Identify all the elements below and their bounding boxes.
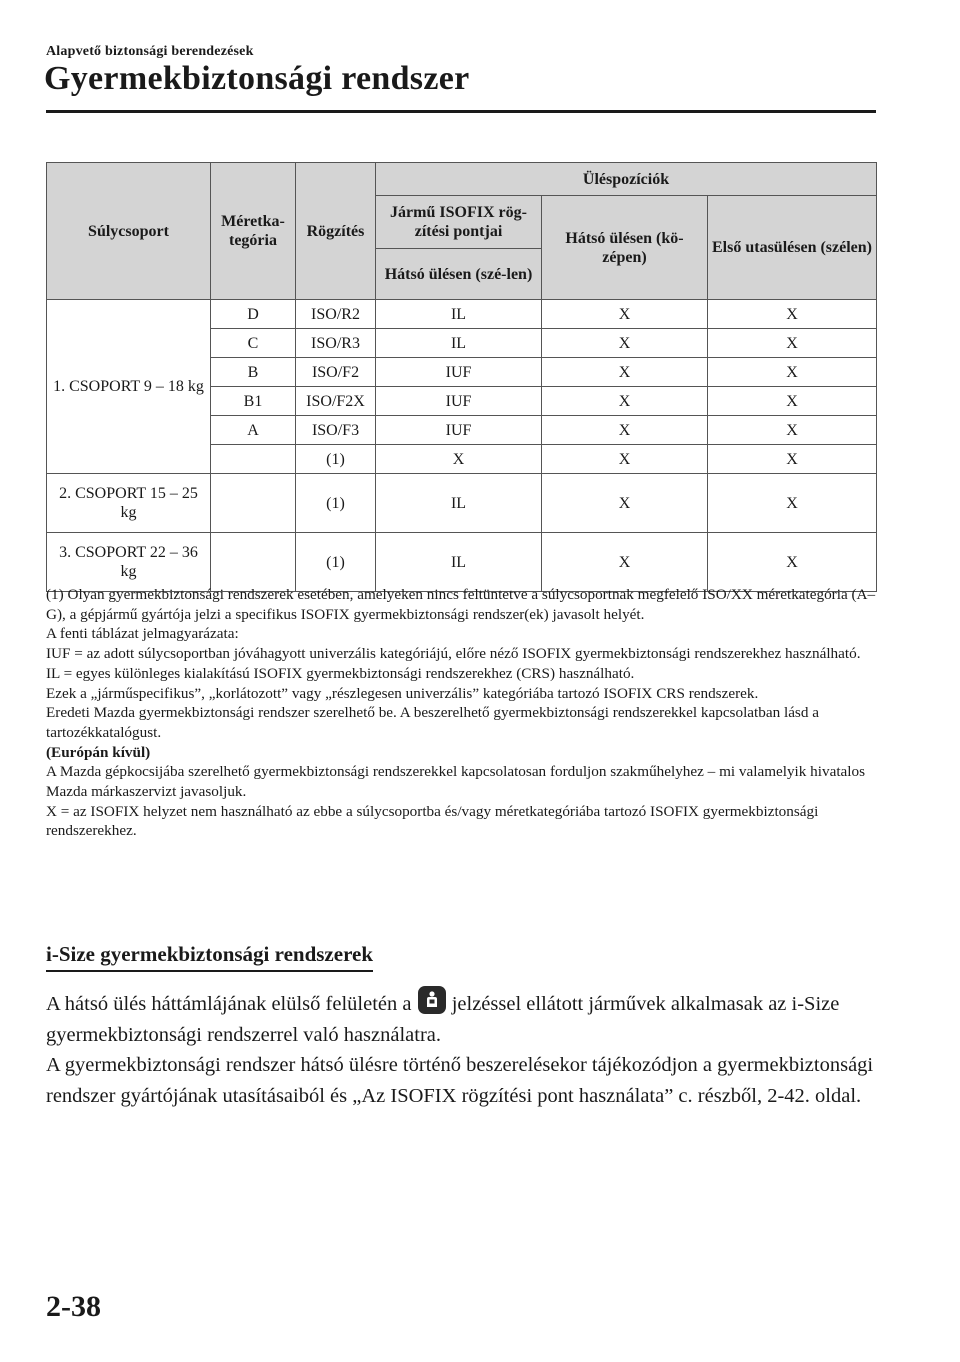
size-cell: B bbox=[211, 358, 296, 387]
size-cell bbox=[211, 445, 296, 474]
rear-outer-cell: X bbox=[376, 445, 542, 474]
header-front-outer: Első utasülésen (szélen) bbox=[708, 196, 877, 300]
rear-center-cell: X bbox=[542, 329, 708, 358]
page-title: Gyermekbiztonsági rendszer bbox=[44, 60, 470, 97]
isofix-compatibility-table bbox=[46, 162, 877, 592]
title-rule bbox=[46, 110, 876, 113]
header-rear-outer: Hátsó ülésen (szé-len) bbox=[376, 249, 542, 300]
rear-outer-cell: IL bbox=[376, 329, 542, 358]
header-rear-center: Hátsó ülésen (kö-zépen) bbox=[542, 196, 708, 300]
table-row bbox=[47, 533, 877, 592]
note-iuf: IUF = az adott súlycsoportban jóváhagyott univerzális kategóriájú, előre néző ISOFIX gyermekbiztonsági rendszerekhez használható. bbox=[46, 645, 861, 663]
note-1: (1) Olyan gyermekbiztonsági rendszerek esetében, amelyeken nincs feltüntetve a súlycsoportnak megfelelő ISO/XX méretkategória (A–G), a gépjármű gyártója jelzi a specifikus ISOFIX gyermekbiztonsági rendszer(ek) javasolt helyét. bbox=[46, 586, 876, 623]
size-cell: A bbox=[211, 416, 296, 445]
section-label: Alapvető biztonsági berendezések bbox=[46, 44, 254, 59]
front-cell: X bbox=[708, 329, 877, 358]
table-row bbox=[47, 474, 877, 533]
rear-center-cell: X bbox=[542, 300, 708, 329]
note-outside-europe: (Európán kívül) bbox=[46, 743, 151, 761]
size-cell bbox=[211, 533, 296, 592]
rear-center-cell: X bbox=[542, 358, 708, 387]
rear-center-cell: X bbox=[542, 387, 708, 416]
isize-paragraph-1 bbox=[46, 986, 886, 1050]
front-cell: X bbox=[708, 445, 877, 474]
isize-heading: i-Size gyermekbiztonsági rendszerek bbox=[46, 942, 373, 972]
rear-outer-cell: IUF bbox=[376, 387, 542, 416]
front-cell: X bbox=[708, 358, 877, 387]
note-il: IL = egyes különleges kialakítású ISOFIX gyermekbiztonsági rendszerekhez (CRS) használható. bbox=[46, 664, 635, 682]
fixture-cell: ISO/F2 bbox=[296, 358, 376, 387]
front-cell: X bbox=[708, 387, 877, 416]
rear-outer-cell: IUF bbox=[376, 416, 542, 445]
size-cell bbox=[211, 474, 296, 533]
note-x: X = az ISOFIX helyzet nem használható az ebbe a súlycsoportba és/vagy méretkategóriába tartozó ISOFIX gyermekbiztonsági rendszerekhez. bbox=[46, 802, 819, 840]
i-size-seat-icon bbox=[418, 986, 446, 1014]
fixture-cell: (1) bbox=[296, 474, 376, 533]
front-cell: X bbox=[708, 533, 877, 592]
fixture-cell: (1) bbox=[296, 445, 376, 474]
header-seat-positions: Üléspozíciók bbox=[376, 163, 877, 196]
table-notes bbox=[46, 585, 876, 841]
front-cell: X bbox=[708, 300, 877, 329]
page-number: 2-38 bbox=[46, 1290, 101, 1323]
header-weight-group: Súlycsoport bbox=[47, 163, 211, 300]
front-cell: X bbox=[708, 416, 877, 445]
group-1-label: 1. CSOPORT 9 – 18 kg bbox=[47, 300, 211, 474]
group-2-label: 2. CSOPORT 15 – 25 kg bbox=[47, 474, 211, 533]
rear-center-cell: X bbox=[542, 533, 708, 592]
isize-paragraph-2: A gyermekbiztonsági rendszer hátsó ülésre történő beszerelésekor tájékozódjon a gyermekbiztonsági rendszer gyártójának utasításaiból és „Az ISOFIX rögzítési pont használata” c. részből, 2-42. oldal. bbox=[46, 1054, 874, 1107]
isize-text-before: A hátsó ülés háttámlájának elülső felületén a bbox=[46, 993, 412, 1015]
rear-center-cell: X bbox=[542, 445, 708, 474]
size-cell: B1 bbox=[211, 387, 296, 416]
fixture-cell: ISO/R3 bbox=[296, 329, 376, 358]
note-mazda: Eredeti Mazda gyermekbiztonsági rendszer szerelhető be. A beszerelhető gyermekbiztonsági rendszerekkel kapcsolatban lásd a tartozékkatalógust. bbox=[46, 704, 819, 741]
isize-text-after: jelzéssel ellátott járművek alkalmasak az i-Size gyermekbiztonsági rendszerrel való használatra. bbox=[46, 993, 840, 1046]
rear-outer-cell: IL bbox=[376, 474, 542, 533]
header-fixture: Rögzítés bbox=[296, 163, 376, 300]
rear-outer-cell: IUF bbox=[376, 358, 542, 387]
header-isofix-points: Jármű ISOFIX rög-zítési pontjai bbox=[376, 196, 542, 249]
size-cell: C bbox=[211, 329, 296, 358]
group-3-label: 3. CSOPORT 22 – 36 kg bbox=[47, 533, 211, 592]
fixture-cell: ISO/F2X bbox=[296, 387, 376, 416]
fixture-cell: ISO/R2 bbox=[296, 300, 376, 329]
fixture-cell: ISO/F3 bbox=[296, 416, 376, 445]
rear-outer-cell: IL bbox=[376, 533, 542, 592]
rear-outer-cell: IL bbox=[376, 300, 542, 329]
note-workshop: A Mazda gépkocsijába szerelhető gyermekbiztonsági rendszerekkel kapcsolatosan forduljon szakműhelyhez – mi valamelyik hivatalos Mazda márkaszervizt javasoljuk. bbox=[46, 763, 866, 801]
size-cell: D bbox=[211, 300, 296, 329]
note-crs: Ezek a „járműspecifikus”, „korlátozott” vagy „részlegesen univerzális” kategóriába tartozó ISOFIX CRS rendszerek. bbox=[46, 684, 759, 702]
header-size-category: Méretka-tegória bbox=[211, 163, 296, 300]
table-row bbox=[47, 300, 877, 329]
note-legend-title: A fenti táblázat jelmagyarázata: bbox=[46, 625, 239, 643]
rear-center-cell: X bbox=[542, 474, 708, 533]
fixture-cell: (1) bbox=[296, 533, 376, 592]
isize-body bbox=[46, 986, 886, 1111]
front-cell: X bbox=[708, 474, 877, 533]
rear-center-cell: X bbox=[542, 416, 708, 445]
